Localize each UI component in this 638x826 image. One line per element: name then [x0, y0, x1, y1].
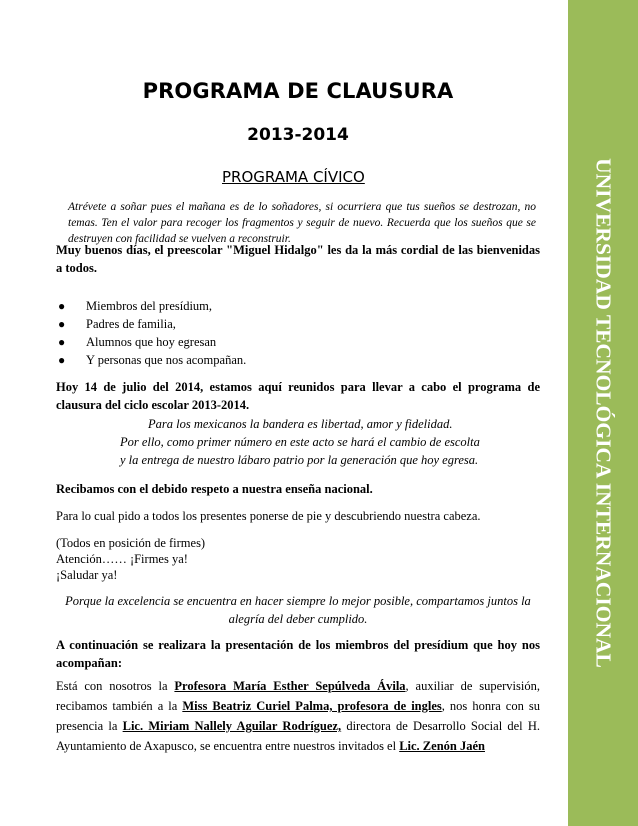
attendee-list — [56, 297, 540, 369]
command-line: ¡Saludar ya! — [56, 568, 118, 582]
flag-quote-line: Por ello, como primer número en este acto se hará el cambio de escolta — [120, 435, 480, 449]
presidium-paragraph: Está con nosotros la Profesora María Esther Sepúlveda Ávila, auxiliar de supervisión, recibamos también a la Miss Beatriz Curiel Palma, profesora de ingles, nos honra con su presencia la Lic. Miriam Nallely Aguilar Rodríguez, directora de Desarrollo Social del H. Ayuntamiento de Axapusco, se encuentra entre nuestros invitados el Lic. Zenón Jaén — [56, 679, 540, 753]
receive-flag-text: Recibamos con el debido respeto a nuestra enseña nacional. — [56, 482, 373, 496]
excellence-quote: Porque la excelencia se encuentra en hacer siempre lo mejor posible, compartamos juntos la alegría del deber cumplido. — [65, 594, 531, 626]
command-line: (Todos en posición de firmes) — [56, 536, 206, 550]
bullet-icon: ● — [58, 335, 66, 349]
list-item: ● Padres de familia, — [58, 317, 176, 331]
date-paragraph: Hoy 14 de julio del 2014, estamos aquí reunidos para llevar a cabo el programa de clausura del ciclo escolar 2013-2014. — [56, 380, 540, 412]
bullet-icon: ● — [58, 317, 66, 331]
list-item: ● Miembros del presídium, — [58, 299, 213, 313]
bullet-icon: ● — [58, 299, 66, 313]
command-line: Atención…… ¡Firmes ya! — [56, 552, 188, 566]
opening-quote: Atrévete a soñar pues el mañana es de lo soñadores, si ocurriera que tus sueños se destrozan, no temas. Ten el valor para recoger los fragmentos y seguir de nuevo. Recuerda que los sueños que se destruyen con facilidad se vuelven a reconstruir. — [68, 201, 536, 245]
presidium-member-name: Miss Beatriz Curiel Palma, profesora de ingles — [182, 699, 442, 713]
welcome-paragraph: Muy buenos días, el preescolar "Miguel Hidalgo" les da la más cordial de las bienvenidas a todos. — [56, 243, 540, 275]
flag-quote-line: Para los mexicanos la bandera es libertad, amor y fidelidad. — [148, 417, 453, 431]
list-item: ● Y personas que nos acompañan. — [58, 353, 247, 367]
bullet-icon: ● — [58, 353, 66, 367]
list-item: ● Alumnos que hoy egresan — [58, 335, 217, 349]
section-subtitle: PROGRAMA CÍVICO — [222, 168, 365, 186]
flag-quote-line: y la entrega de nuestro lábaro patrio por la generación que hoy egresa. — [120, 453, 479, 467]
presidium-member-name: Lic. Miriam Nallely Aguilar Rodríguez, — [122, 719, 342, 733]
stand-up-text: Para lo cual pido a todos los presentes ponerse de pie y descubriendo nuestra cabeza. — [56, 509, 481, 523]
presidium-member-name: Lic. Zenón Jaén — [399, 739, 485, 753]
presidium-member-name: Profesora María Esther Sepúlveda Ávila — [174, 679, 406, 693]
university-name: UNIVERSIDAD TECNOLÓGICA INTERNACIONAL — [591, 158, 616, 668]
presidium-intro: A continuación se realizara la presentación de los miembros del presídium que hoy nos acompañan: — [56, 638, 540, 670]
page-title: PROGRAMA DE CLAUSURA — [142, 79, 454, 103]
school-year: 2013-2014 — [247, 125, 349, 145]
